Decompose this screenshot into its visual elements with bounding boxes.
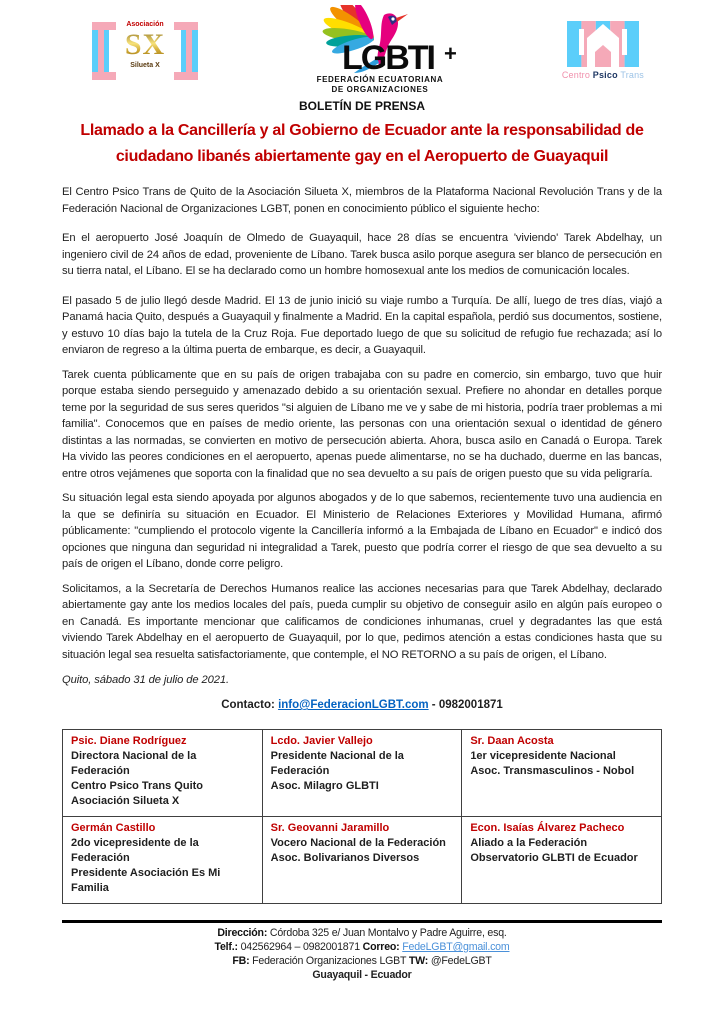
centro-psico-trans-logo xyxy=(562,21,644,81)
paragraph-5: Su situación legal esta siendo apoyada por algunos abogados y de lo que sabemos, recientemente tuvo una audiencia en la que se definiría su situación en Ecuador. El Ministerio de Relaciones Exteriores y Movilidad Humana, afirmó públicamente: "cumpliendo el protocolo vigente la Cancillería informó a la Embajada de Líbano en Ecuador" e indicó dos opciones que ninguna dan seguridad ni integralidad a Tarek, puesto que podría correr el riesgo de que sea devuelto a su país de origen el Líbano, donde corre peligro. xyxy=(62,492,662,570)
footer-email-link[interactable]: FedeLGBT@gmail.com xyxy=(402,941,510,953)
footer-city-line: Guayaquil - Ecuador xyxy=(312,969,412,981)
signatory-cell: Germán Castillo 2do vicepresidente de la Federación Presidente Asociación Es Mi Familia xyxy=(63,817,263,904)
silueta-x-monogram: SX xyxy=(92,29,198,61)
header-logos xyxy=(62,5,662,95)
date-line: Quito, sábado 31 de julio de 2021. xyxy=(62,674,230,686)
press-bulletin-kicker: BOLETÍN DE PRENSA xyxy=(298,99,425,113)
signatory-cell: Econ. Isaías Álvarez Pacheco Aliado a la Federación Observatorio GLBTI de Ecuador xyxy=(462,817,662,904)
lgbti-wordmark: LGBTI xyxy=(341,39,434,75)
signatory-name: Lcdo. Javier Vallejo xyxy=(270,735,373,747)
lgbti-sub-line-1: FEDERACIÓN ECUATORIANA xyxy=(316,75,444,84)
footer-phone-line: Telf.: 042562964 – 0982001871 Correo: FedeLGBT@gmail.com xyxy=(214,941,510,953)
signatory-cell: Sr. Daan Acosta 1er vicepresidente Nacional Asoc. Transmasculinos - Nobol xyxy=(462,730,662,817)
signatory-name: Sr. Geovanni Jaramillo xyxy=(270,822,390,834)
footer-social-line: FB: Federación Organizaciones LGBT TW: @FedeLGBT xyxy=(232,955,492,967)
silueta-x-top-label: Asociación xyxy=(126,21,164,28)
contact-phone: - 0982001871 xyxy=(431,699,503,711)
silueta-x-logo xyxy=(92,20,198,82)
signatory-name: Psic. Diane Rodríguez xyxy=(71,735,187,747)
table-row xyxy=(63,817,662,904)
silueta-x-right-bracket-icon xyxy=(174,22,198,80)
lgbti-federation-logo xyxy=(296,5,464,95)
centro-psico-trans-label: Centro Psico Trans xyxy=(561,70,644,80)
lgbti-plus-sign: + xyxy=(443,41,457,66)
signatory-cell: Psic. Diane Rodríguez Directora Nacional de la Federación Centro Psico Trans Quito Asociación Silueta X xyxy=(63,730,263,817)
paragraph-3: El pasado 5 de julio llegó desde Madrid. El 13 de junio inició su viaje rumbo a Turquía. De allí, luego de tres días, viajó a Panamá hacia Quito, después a Guayaquil y finalmente a Madrid. En la capital española, perdió sus documentos, sostiene, y estuvo 10 días bajo la tutela de la Cruz Roja. Fue deportado luego de que su solicitud de refugio fue rechazada; así lo enviaron de regreso a la última puerta de embarque, es decir, a Guayaquil. xyxy=(62,294,662,356)
paragraph-4: Tarek cuenta públicamente que en su país de origen trabajaba con su padre en comercio, sin embargo, tuvo que huir porque estaba siendo perseguido y amenazado debido a su orientación sexual. Prefiere no ahondar en detalles porque teme por la seguridad de sus seres queridos "si alguien de Líbano me ve y sabe de mi historia, podría traer problemas a mi familia". Conocemos que en países de medio oriente, las personas con una orientación sexual o identidad de género distintas a las normadas, se convierten en motivo de persecución abierta. Ahora, busca asilo en Canadá o Europa. Tarek Ha vivido las peores condiciones en el aeropuerto, apenas puede alimentarse, no se ha duchado, duerme en las bancas, entre otros vejámenes que soporta con la finalidad que no sea devuelto a su país de origen puesto que su vida peligraría. xyxy=(62,368,662,480)
contact-email-link[interactable]: info@FederacionLGBT.com xyxy=(278,699,429,711)
headline: Llamado a la Cancillería y al Gobierno de Ecuador ante la responsabilidad de ciudadano libanés abiertamente gay en el Aeropuerto de Guayaquil xyxy=(80,122,644,165)
signatory-cell: Sr. Geovanni Jaramillo Vocero Nacional de la Federación Asoc. Bolivarianos Diversos xyxy=(262,817,462,904)
signatory-cell: Lcdo. Javier Vallejo Presidente Nacional de la Federación Asoc. Milagro GLBTI xyxy=(262,730,462,817)
silueta-x-left-bracket-icon xyxy=(92,22,116,80)
signatory-name: Econ. Isaías Álvarez Pacheco xyxy=(470,822,625,834)
paragraph-2: En el aeropuerto José Joaquín de Olmedo de Guayaquil, hace 28 días se encuentra 'viviendo' Tarek Abdelhay, un ingeniero civil de 24 años de edad, proveniente de Líbano. Tarek busca asilo porque asegura ser blanco de persecución en su tierra natal, el Líbano. El se ha declarado como un hombre homosexual ante los medios de comunicación locales. xyxy=(62,232,662,277)
paragraph-1: El Centro Psico Trans de Quito de la Asociación Silueta X, miembros de la Plataforma Nacional Revolución Trans y de la Federación Nacional de Organizaciones LGBT, ponen en conocimiento público el siguiente hecho: xyxy=(62,186,662,215)
signatory-name: Germán Castillo xyxy=(71,822,156,834)
signatories-table xyxy=(62,729,662,904)
hummingbird-icon xyxy=(296,5,464,75)
footer-twitter-handle: @FedeLGBT xyxy=(430,955,492,967)
contact-line xyxy=(62,699,662,711)
signatory-name: Sr. Daan Acosta xyxy=(470,735,554,747)
paragraph-6: Solicitamos, a la Secretaría de Derechos Humanos realice las acciones necesarias para que Tarek Abdelhay, declarado abiertamente gay ante los medios locales del país, pueda cumplir su objetivo de conseguir asilo en algún país europeo o en Canadá. Es importante mencionar que calificamos de condiciones inhumanas, cruel y degradantes las que está viviendo Tarek Abdelhay en el aeropuerto de Guayaquil, por lo que, pedimos atención a estas condiciones hasta que su situación legal sea resuelta satisfactoriamente, que contemple, el NO RETORNO a su país de origen, el Líbano. xyxy=(62,582,662,661)
table-row xyxy=(63,730,662,817)
silueta-x-bottom-label: Silueta X xyxy=(130,62,160,69)
body-text xyxy=(62,184,662,663)
centro-psico-trans-icon xyxy=(567,21,639,67)
footer xyxy=(62,920,662,982)
lgbti-sub-line-2: DE ORGANIZACIONES xyxy=(331,85,429,94)
footer-address-line: Dirección: Córdoba 325 e/ Juan Montalvo y Padre Aguirre, esq. xyxy=(217,927,507,939)
contact-label: Contacto: xyxy=(221,699,275,711)
